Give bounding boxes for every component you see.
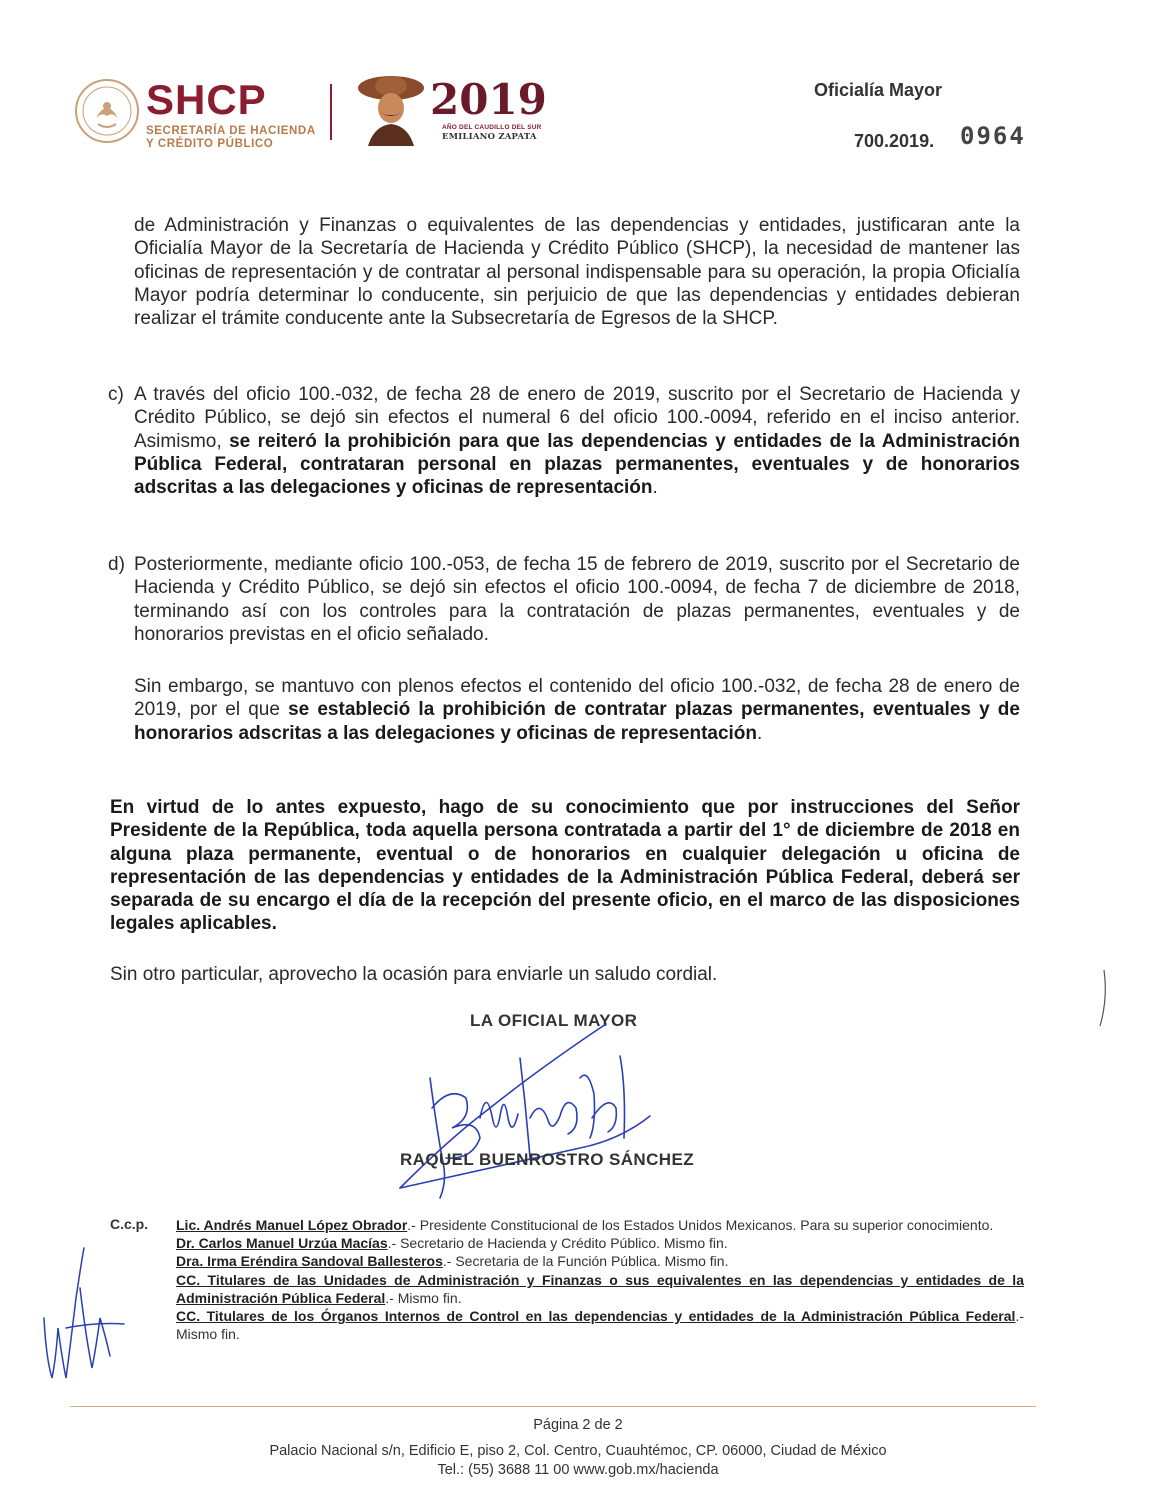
national-seal-icon: [74, 78, 140, 144]
footer-address: Palacio Nacional s/n, Edificio E, piso 2, Col. Centro, Cuauhtémoc, CP. 06000, Ciudad de México: [269, 1443, 887, 1459]
document-number-stamp: 0964: [960, 122, 1026, 150]
ccp-item: [176, 1234, 1024, 1252]
conclusion-paragraph: En virtud de lo antes expuesto, hago de su conocimiento que por instrucciones del Señor Presidente de la República, toda aquella persona contratada a partir del 1° de diciembre de 2018 en alguna plaza permanente, eventual o de honorarios en cualquier delegación u oficina de representación de las dependencias y entidades de la Administración Pública Federal, deberá ser separada de su encargo el día de la recepción del presente oficio, en el marco de las disposiciones legales aplicables.: [110, 797, 1020, 935]
item-d2-text: Sin embargo, se mantuvo con plenos efectos el contenido del oficio 100.-032, de fecha 28 de enero de 2019, por el que: [134, 676, 1020, 721]
item-d2-end: .: [757, 722, 763, 744]
ccp-item: [176, 1271, 1024, 1307]
logo-title: SHCP: [146, 76, 267, 123]
year-logo: 2019: [430, 75, 547, 124]
closing-paragraph: Sin otro particular, aprovecho la ocasión para enviarle un saludo cordial.: [110, 964, 718, 985]
ccp-recipient-name: CC. Titulares de las Unidades de Administración y Finanzas o sus equivalentes en las dependencias y entidades de la Administración Pública Federal: [176, 1271, 1024, 1306]
signer-title: LA OFICIAL MAYOR: [470, 1011, 638, 1030]
handwritten-signature: [380, 998, 670, 1208]
margin-mark: [1092, 968, 1112, 1028]
ccp-recipient-name: Dr. Carlos Manuel Urzúa Macías: [176, 1235, 388, 1252]
footer-contact: Tel.: (55) 3688 11 00 www.gob.mx/hacienda: [437, 1462, 719, 1478]
ccp-recipient-text: .- Mismo fin.: [385, 1289, 462, 1306]
item-c-paragraph: [134, 383, 1020, 499]
page-number: Página 2 de 2: [533, 1417, 623, 1433]
footer-divider: [70, 1406, 1036, 1407]
footer-address-block: [0, 1442, 1156, 1480]
ccp-recipient-name: Dra. Irma Eréndira Sandoval Ballesteros: [176, 1253, 443, 1270]
item-c-end: .: [652, 477, 658, 499]
zapata-portrait-icon: [356, 74, 426, 146]
handwritten-initials: [36, 1228, 136, 1388]
ccp-recipient-text: .- Secretaria de la Función Pública. Mismo fin.: [442, 1253, 729, 1270]
item-d2-bold-text: se estableció la prohibición de contratar plazas permanentes, eventuales y de honorarios adscritas a las delegaciones y oficinas de representación: [134, 699, 1020, 744]
signer-name: RAQUEL BUENROSTRO SÁNCHEZ: [400, 1150, 694, 1169]
header-divider: [330, 84, 332, 140]
ccp-recipient-text: .- Mismo fin.: [176, 1308, 1024, 1343]
ccp-item: [176, 1252, 1024, 1270]
item-c-text: A través del oficio 100.-032, de fecha 28 de enero de 2019, suscrito por el Secretario de Hacienda y Crédito Público, se dejó sin efectos el numeral 6 del oficio 100.-0094, referido en el inciso anterior. Asimismo,: [134, 384, 1020, 452]
office-name: Oficialía Mayor: [814, 80, 943, 100]
ccp-recipient-text: .- Secretario de Hacienda y Crédito Público. Mismo fin.: [387, 1235, 728, 1252]
ccp-recipient-text: .- Presidente Constitucional de los Estados Unidos Mexicanos. Para su superior conocimiento.: [407, 1217, 994, 1233]
document-number: 700.2019.: [854, 131, 935, 151]
year-subtitle-name: EMILIANO ZAPATA: [442, 132, 537, 142]
item-d-paragraph: Posteriormente, mediante oficio 100.-053, de fecha 15 de febrero de 2019, suscrito por el Secretario de Hacienda y Crédito Público, se dejó sin efectos el oficio 100.-0094, de fecha 7 de diciembre de 2018, terminando así con los controles para la contratación de plazas permanentes, eventuales y de honorarios previstas en el oficio señalado.: [134, 554, 1020, 645]
item-c-bold-text: se reiteró la prohibición para que las dependencias y entidades de la Administración Pública Federal, contrataran personal en plazas permanentes, eventuales y de honorarios adscritas a las delegaciones y oficinas de representación: [134, 430, 1020, 499]
item-c-label: c): [108, 384, 124, 405]
paragraph-continuation: de Administración y Finanzas o equivalentes de las dependencias y entidades, justificaran ante la Oficialía Mayor de la Secretaría de Hacienda y Crédito Público (SHCP), la necesidad de mantener las oficinas de representación y de contratar al personal indispensable para su operación, la propia Oficialía Mayor podría determinar lo conducente, sin perjuicio de que las dependencias y entidades debieran realizar el trámite conducente ante la Subsecretaría de Egresos de la SHCP.: [134, 215, 1020, 330]
year-subtitle: AÑO DEL CAUDILLO DEL SUR: [442, 124, 542, 131]
ccp-list: [176, 1216, 1024, 1343]
ccp-recipient-name: Lic. Andrés Manuel López Obrador: [176, 1217, 408, 1233]
ccp-recipient-name: CC. Titulares de los Órganos Internos de Control en las dependencias y entidades de la Administración Pública Federal: [176, 1308, 1016, 1325]
item-d-second-paragraph: [134, 675, 1020, 745]
ccp-label: C.c.p.: [110, 1216, 149, 1232]
item-d-label: d): [108, 554, 125, 575]
logo-subtitle-line-1: SECRETARÍA DE HACIENDA: [146, 125, 316, 137]
logo-subtitle: [146, 125, 316, 151]
ccp-item: [176, 1216, 1024, 1234]
ccp-item: [176, 1307, 1024, 1343]
logo-subtitle-line-2: Y CRÉDITO PÚBLICO: [146, 138, 274, 150]
